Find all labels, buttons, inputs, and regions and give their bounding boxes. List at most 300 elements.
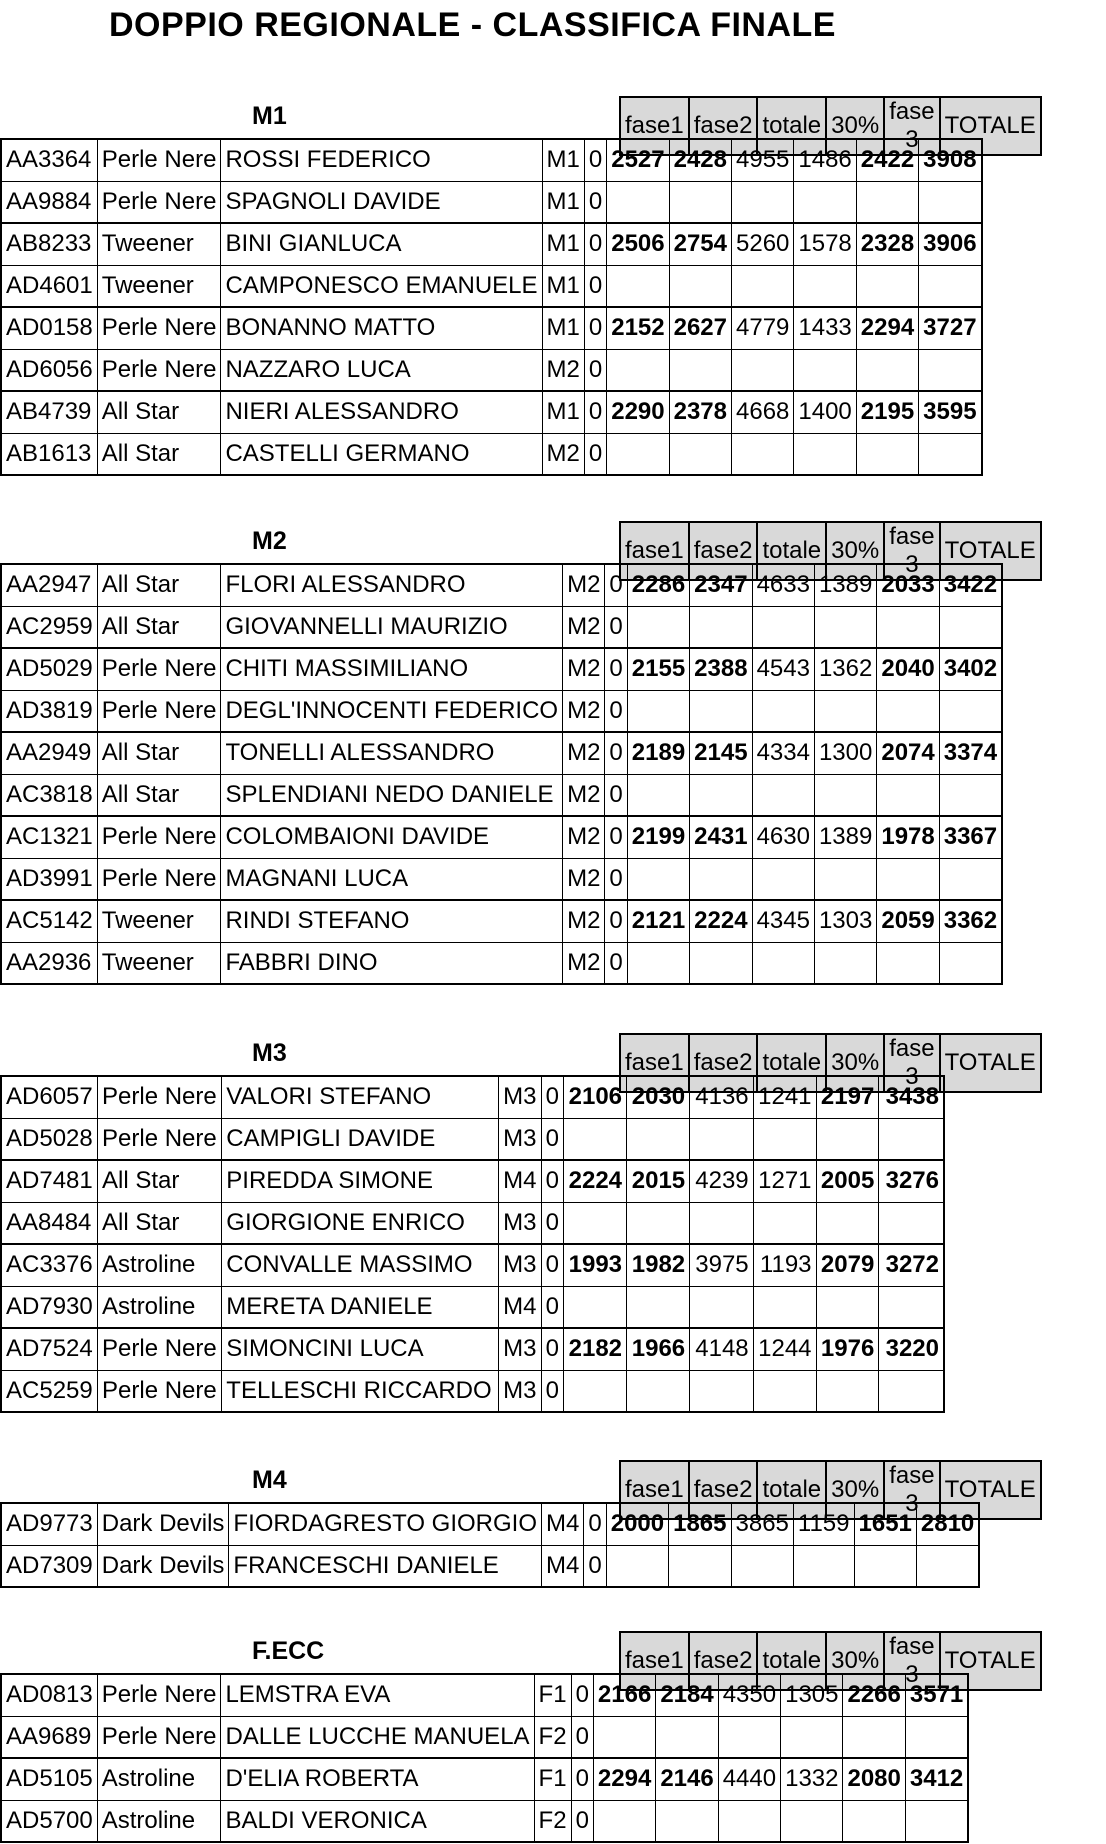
totale-score: 5260 [732,223,794,265]
player-id: AA8484 [1,1202,98,1244]
handicap: 0 [605,900,627,942]
final-total: 2810 [916,1503,979,1545]
pct30-score [753,1202,816,1244]
table-row [1,349,982,391]
column-header: totale [757,522,826,580]
final-total: 3276 [879,1160,944,1202]
fase1-score [607,181,669,223]
fase2-score [669,181,731,223]
totale-score: 4543 [752,648,814,690]
fase3-score: 2328 [856,223,918,265]
handicap: 0 [541,1328,563,1370]
pct30-score: 1362 [814,648,876,690]
fase3-score [877,606,939,648]
player-class: F2 [534,1800,571,1842]
fase2-score: 1982 [627,1244,690,1286]
player-name: LEMSTRA EVA [221,1674,534,1716]
fase2-score: 1966 [627,1328,690,1370]
fase2-score [690,858,752,900]
final-total: 3272 [879,1244,944,1286]
fase3-score: 2005 [816,1160,879,1202]
totale-score: 4136 [690,1076,753,1118]
pct30-score: 1193 [753,1244,816,1286]
column-header: totale [757,1632,826,1690]
player-name: GIORGIONE ENRICO [222,1202,499,1244]
final-total [919,181,982,223]
totale-score: 4668 [732,391,794,433]
final-total [919,349,982,391]
handicap: 0 [584,265,606,307]
player-name: NAZZARO LUCA [221,349,542,391]
column-header: 30% [826,1461,884,1519]
fase1-score [607,349,669,391]
handicap: 0 [605,648,627,690]
player-class: M2 [563,942,605,984]
fase1-score: 2199 [627,816,689,858]
pct30-score: 1159 [793,1503,854,1545]
team-name: Dark Devils [97,1503,229,1545]
handicap: 0 [584,139,606,181]
team-name: Tweener [97,223,221,265]
column-header: TOTALE [940,1034,1041,1092]
team-name: Perle Nere [97,690,221,732]
table-row [1,816,1002,858]
team-name: All Star [97,391,221,433]
pct30-score [793,1545,854,1587]
fase1-score [593,1716,655,1758]
player-name: BALDI VERONICA [221,1800,534,1842]
fase1-score [627,606,689,648]
fase2-score [656,1800,718,1842]
final-total [905,1800,968,1842]
fase2-score [690,606,752,648]
team-name: Astroline [98,1286,222,1328]
column-header: 30% [826,522,884,580]
fase2-score: 1865 [669,1503,731,1545]
column-header: fase1 [620,1632,689,1690]
fase3-score: 2074 [877,732,939,774]
team-name: Perle Nere [97,816,221,858]
player-name: FLORI ALESSANDRO [221,564,563,606]
fase1-score: 2224 [564,1160,627,1202]
final-total: 3727 [919,307,982,349]
column-header: fase2 [689,1461,758,1519]
team-name: All Star [97,564,221,606]
table-row [1,1674,968,1716]
player-class: M2 [563,774,605,816]
pct30-score [753,1370,816,1412]
fase1-score: 2286 [627,564,689,606]
player-id: AD5700 [1,1800,97,1842]
fase2-score: 2378 [669,391,731,433]
column-header: fase1 [620,1461,689,1519]
team-name: Perle Nere [97,307,221,349]
fase3-score: 2033 [877,564,939,606]
player-id: AA2936 [1,942,97,984]
player-id: AD9773 [1,1503,97,1545]
column-header: fase 3 [884,1632,939,1690]
fase3-score [877,858,939,900]
fase3-score [856,265,918,307]
totale-score [752,774,814,816]
table-row [1,181,982,223]
fase3-score: 2079 [816,1244,879,1286]
column-header: totale [757,1034,826,1092]
column-header: fase1 [620,97,689,155]
handicap: 0 [541,1160,563,1202]
player-class: M2 [563,690,605,732]
final-total: 3906 [919,223,982,265]
player-id: AD0158 [1,307,97,349]
pct30-score [781,1716,843,1758]
team-name: Astroline [98,1244,222,1286]
column-header: totale [757,1461,826,1519]
pct30-score: 1241 [753,1076,816,1118]
fase3-score: 2040 [877,648,939,690]
results-table [0,1075,945,1413]
final-total: 3571 [905,1674,968,1716]
player-class: M3 [499,1370,541,1412]
column-header: fase1 [620,1034,689,1092]
handicap: 0 [605,564,627,606]
totale-score [731,1545,793,1587]
totale-score: 3865 [731,1503,793,1545]
handicap: 0 [571,1758,593,1800]
player-name: MERETA DANIELE [222,1286,499,1328]
handicap: 0 [541,1118,563,1160]
fase1-score [593,1800,655,1842]
column-header: 30% [826,1632,884,1690]
pct30-score: 1303 [814,900,876,942]
final-total [879,1118,944,1160]
final-total: 3438 [879,1076,944,1118]
column-header: fase 3 [884,1461,939,1519]
team-name: Perle Nere [98,1076,222,1118]
fase3-score: 2059 [877,900,939,942]
player-class: M1 [542,223,584,265]
player-class: F1 [534,1758,571,1800]
fase1-score: 2152 [607,307,669,349]
table-row [1,858,1002,900]
handicap: 0 [571,1716,593,1758]
fase3-score [816,1118,879,1160]
handicap: 0 [605,606,627,648]
table-row [1,564,1002,606]
column-header: fase1 [620,522,689,580]
player-name: VALORI STEFANO [222,1076,499,1118]
totale-score [718,1716,780,1758]
pct30-score: 1305 [781,1674,843,1716]
player-id: AC1321 [1,816,97,858]
totale-score [718,1800,780,1842]
player-id: AA2949 [1,732,97,774]
column-header: fase 3 [884,522,939,580]
column-header: TOTALE [940,1632,1041,1690]
fase2-score: 2184 [656,1674,718,1716]
team-name: All Star [97,732,221,774]
player-name: SPAGNOLI DAVIDE [221,181,542,223]
column-header: fase 3 [884,97,939,155]
category-label: M3 [252,1039,287,1067]
fase3-score [843,1800,905,1842]
totale-score [732,265,794,307]
player-id: AC3818 [1,774,97,816]
player-class: M2 [563,732,605,774]
totale-score: 4440 [718,1758,780,1800]
team-name: Perle Nere [98,1118,222,1160]
player-id: AB1613 [1,433,97,475]
player-name: COLOMBAIONI DAVIDE [221,816,563,858]
table-row [1,1503,979,1545]
fase2-score: 2627 [669,307,731,349]
fase2-score: 2224 [690,900,752,942]
fase1-score [564,1370,627,1412]
table-row [1,223,982,265]
fase2-score: 2146 [656,1758,718,1800]
player-class: M4 [499,1286,541,1328]
handicap: 0 [584,1545,606,1587]
final-total: 3374 [939,732,1002,774]
final-total: 3367 [939,816,1002,858]
player-name: GIOVANNELLI MAURIZIO [221,606,563,648]
totale-score: 4334 [752,732,814,774]
column-header: TOTALE [940,522,1041,580]
team-name: Perle Nere [97,1716,221,1758]
pct30-score: 1389 [814,816,876,858]
final-total [916,1545,979,1587]
final-total: 3412 [905,1758,968,1800]
player-class: M4 [542,1503,584,1545]
final-total: 3362 [939,900,1002,942]
player-name: ROSSI FEDERICO [221,139,542,181]
player-class: M3 [499,1076,541,1118]
player-class: M2 [542,433,584,475]
player-id: AD5105 [1,1758,97,1800]
final-total [879,1202,944,1244]
player-id: AD6057 [1,1076,98,1118]
table-row [1,1076,944,1118]
fase3-score: 1978 [877,816,939,858]
player-id: AD5028 [1,1118,98,1160]
fase3-score [877,690,939,732]
player-name: CONVALLE MASSIMO [222,1244,499,1286]
final-total: 3595 [919,391,982,433]
team-name: Astroline [97,1758,221,1800]
final-total [905,1716,968,1758]
fase2-score: 2388 [690,648,752,690]
player-id: AD7309 [1,1545,97,1587]
team-name: Dark Devils [97,1545,229,1587]
pct30-score [794,265,856,307]
player-name: BONANNO MATTO [221,307,542,349]
player-id: AA3364 [1,139,97,181]
fase3-score: 1976 [816,1328,879,1370]
fase2-score: 2431 [690,816,752,858]
fase1-score [607,433,669,475]
team-name: Astroline [97,1800,221,1842]
player-class: F1 [534,1674,571,1716]
player-name: FABBRI DINO [221,942,563,984]
player-class: M3 [499,1244,541,1286]
pct30-score: 1433 [794,307,856,349]
player-class: M3 [499,1118,541,1160]
player-name: CAMPONESCO EMANUELE [221,265,542,307]
totale-score [752,690,814,732]
team-name: Perle Nere [97,139,221,181]
totale-score [752,606,814,648]
table-row [1,1118,944,1160]
pct30-score: 1271 [753,1160,816,1202]
player-class: M1 [542,307,584,349]
totale-score [732,349,794,391]
fase2-score: 2347 [690,564,752,606]
final-total [919,433,982,475]
fase1-score [627,942,689,984]
table-row [1,139,982,181]
pct30-score [794,433,856,475]
team-name: Perle Nere [97,858,221,900]
totale-score: 3975 [690,1244,753,1286]
player-name: TELLESCHI RICCARDO [222,1370,499,1412]
player-class: M4 [542,1545,584,1587]
column-header: fase 3 [884,1034,939,1092]
player-class: M3 [499,1328,541,1370]
fase3-score: 2422 [856,139,918,181]
fase2-score [669,265,731,307]
team-name: Perle Nere [97,181,221,223]
pct30-score [794,181,856,223]
team-name: Tweener [97,942,221,984]
player-name: CAMPIGLI DAVIDE [222,1118,499,1160]
player-id: AD4601 [1,265,97,307]
player-name: RINDI STEFANO [221,900,563,942]
results-table [0,1673,969,1843]
fase3-score [843,1716,905,1758]
player-name: CHITI MASSIMILIANO [221,648,563,690]
pct30-score [814,774,876,816]
player-id: AC5259 [1,1370,98,1412]
player-class: M2 [563,564,605,606]
handicap: 0 [584,223,606,265]
player-id: AC3376 [1,1244,98,1286]
pct30-score: 1400 [794,391,856,433]
totale-score [752,858,814,900]
totale-score [690,1202,753,1244]
fase1-score [564,1118,627,1160]
player-name: D'ELIA ROBERTA [221,1758,534,1800]
table-row [1,774,1002,816]
final-total: 3422 [939,564,1002,606]
pct30-score [814,942,876,984]
table-row [1,1244,944,1286]
player-class: M1 [542,265,584,307]
handicap: 0 [584,1503,606,1545]
table-row [1,690,1002,732]
totale-score [732,181,794,223]
table-row [1,1328,944,1370]
player-class: M1 [542,391,584,433]
final-total [879,1370,944,1412]
pct30-score [814,606,876,648]
category-label: F.ECC [252,1637,325,1665]
fase1-score: 2182 [564,1328,627,1370]
team-name: Perle Nere [97,349,221,391]
pct30-score: 1244 [753,1328,816,1370]
table-row [1,1202,944,1244]
totale-score [690,1118,753,1160]
handicap: 0 [541,1076,563,1118]
fase1-score: 2106 [564,1076,627,1118]
team-name: All Star [98,1160,222,1202]
player-id: AC5142 [1,900,97,942]
totale-score: 4633 [752,564,814,606]
final-total [939,690,1002,732]
totale-score: 4630 [752,816,814,858]
player-id: AD3819 [1,690,97,732]
table-row [1,1800,968,1842]
team-name: Tweener [97,900,221,942]
player-class: M4 [499,1160,541,1202]
handicap: 0 [605,816,627,858]
totale-score: 4350 [718,1674,780,1716]
fase1-score: 1993 [564,1244,627,1286]
final-total [939,942,1002,984]
team-name: All Star [98,1202,222,1244]
player-class: M2 [563,606,605,648]
fase3-score [816,1286,879,1328]
totale-score [732,433,794,475]
table-row [1,648,1002,690]
table-row [1,1286,944,1328]
player-id: AD6056 [1,349,97,391]
final-total [939,858,1002,900]
results-table [0,1502,980,1588]
player-name: FIORDAGRESTO GIORGIO [229,1503,542,1545]
fase1-score: 2121 [627,900,689,942]
totale-score: 4239 [690,1160,753,1202]
pct30-score: 1389 [814,564,876,606]
fase1-score [627,858,689,900]
handicap: 0 [584,433,606,475]
player-id: AD7481 [1,1160,98,1202]
table-row [1,1160,944,1202]
totale-score: 4345 [752,900,814,942]
column-header: fase2 [689,522,758,580]
team-name: Perle Nere [98,1328,222,1370]
handicap: 0 [584,181,606,223]
team-name: Perle Nere [97,648,221,690]
player-class: M2 [563,858,605,900]
pct30-score [753,1118,816,1160]
fase2-score: 2030 [627,1076,690,1118]
team-name: All Star [97,774,221,816]
fase3-score [877,942,939,984]
table-row [1,900,1002,942]
column-header: fase2 [689,1632,758,1690]
results-table [0,563,1003,985]
player-name: PIREDDA SIMONE [222,1160,499,1202]
category-label: M1 [252,102,287,130]
team-name: All Star [97,433,221,475]
player-id: AC2959 [1,606,97,648]
pct30-score: 1578 [794,223,856,265]
player-id: AA9884 [1,181,97,223]
fase1-score [627,774,689,816]
player-class: M2 [542,349,584,391]
team-name: Perle Nere [97,1674,221,1716]
fase3-score [856,433,918,475]
player-id: AA2947 [1,564,97,606]
